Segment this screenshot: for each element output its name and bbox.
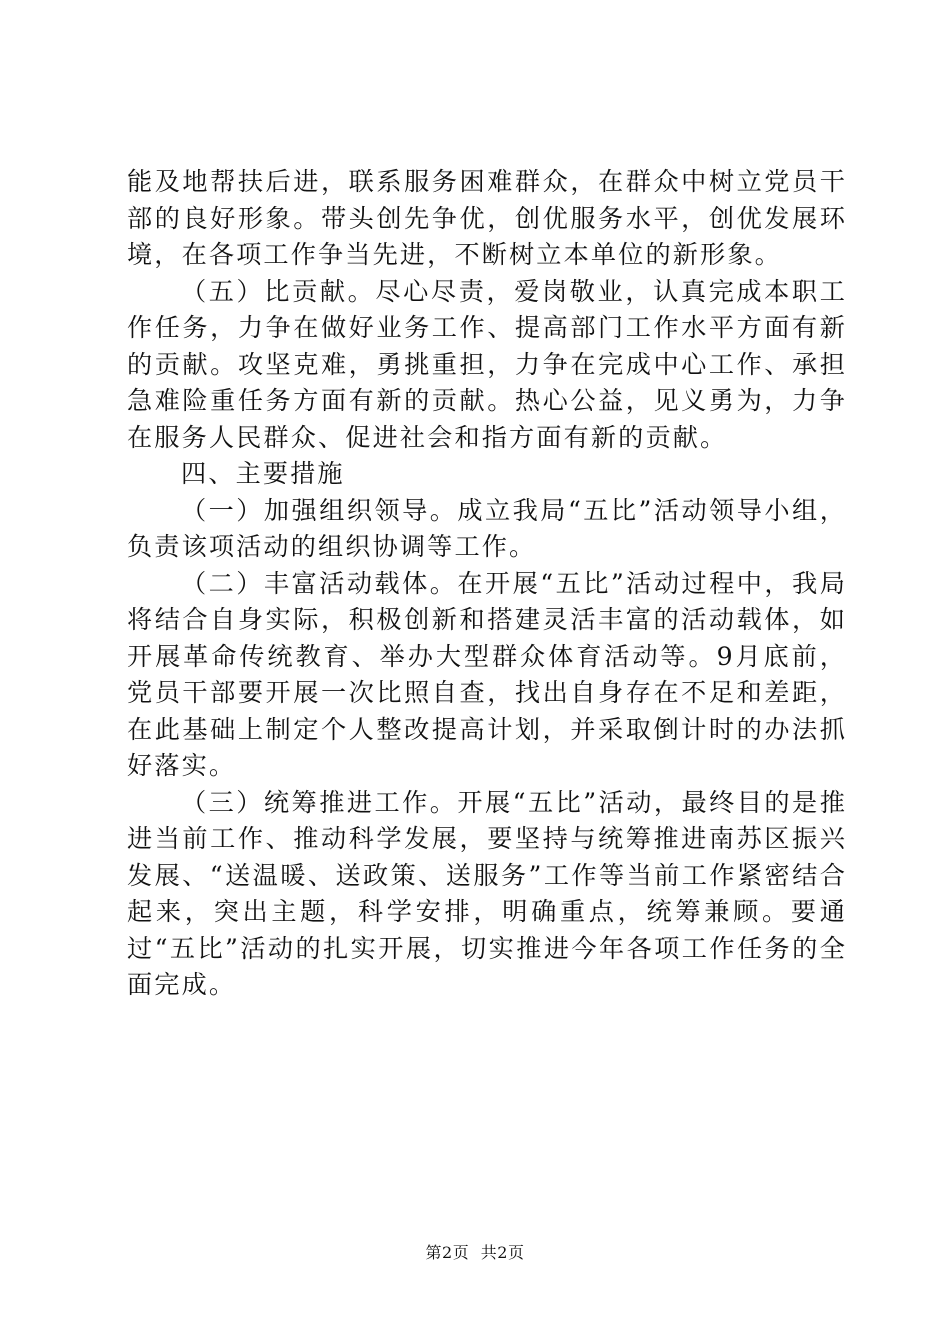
page-footer — [0, 1242, 950, 1264]
paragraph-coordinate-work: （三）统筹推进工作。开展“五比”活动，最终目的是推进当前工作、推动科学发展，要坚持与统筹推进南苏区振兴发展、“送温暖、送政策、送服务”工作等当前工作紧密结合起来，突出主题，科学安排，明确重点，统筹兼顾。要通过“五比”活动的扎实开展，切实推进今年各项工作任务的全面完成。 — [127, 787, 847, 999]
paragraph-activity-carriers: （二）丰富活动载体。在开展“五比”活动过程中，我局将结合自身实际，积极创新和搭建灵活丰富的活动载体，如开展革命传统教育、举办大型群众体育活动等。9月底前，党员干部要开展一次比照自查，找出自身存在不足和差距，在此基础上制定个人整改提高计划，并采取倒计时的办法抓好落实。 — [127, 568, 847, 780]
document-body — [127, 164, 847, 1004]
paragraph-contribution: （五）比贡献。尽心尽责，爱岗敬业，认真完成本职工作任务，力争在做好业务工作、提高部门工作水平方面有新的贡献。攻坚克难，勇挑重担，力争在完成中心工作、承担急难险重任务方面有新的贡献。热心公益，见义勇为，力争在服务人民群众、促进社会和指方面有新的贡献。 — [127, 276, 847, 452]
page-total: 共2页 — [480, 1243, 525, 1262]
page-number: 第2页 — [425, 1243, 470, 1262]
section-heading-main-measures: 四、主要措施 — [181, 459, 345, 488]
paragraph-organization: （一）加强组织领导。成立我局“五比”活动领导小组，负责该项活动的组织协调等工作。 — [127, 495, 847, 561]
paragraph-continuation: 能及地帮扶后进，联系服务困难群众，在群众中树立党员干部的良好形象。带头创先争优，创优服务水平，创优发展环境，在各项工作争当先进，不断树立本单位的新形象。 — [127, 167, 847, 269]
